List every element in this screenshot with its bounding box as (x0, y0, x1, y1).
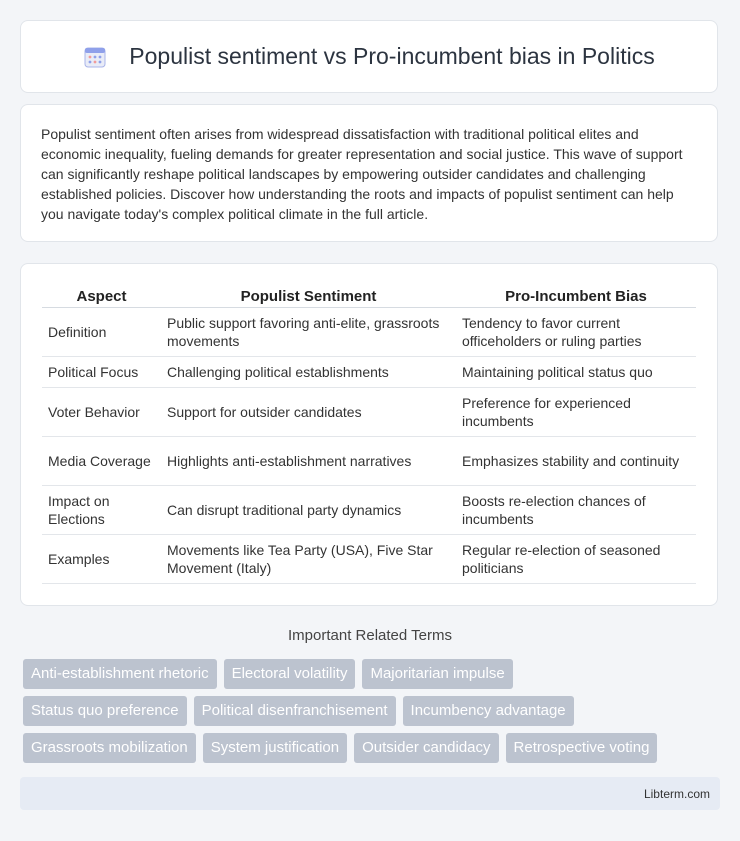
page-title: Populist sentiment vs Pro-incumbent bias in Politics (129, 43, 655, 69)
related-term-tag[interactable]: Incumbency advantage (403, 696, 574, 726)
table-cell: Definition (42, 308, 161, 357)
table-row (42, 388, 696, 437)
related-term-tag[interactable]: Retrospective voting (506, 733, 658, 763)
table-cell: Can disrupt traditional party dynamics (161, 486, 456, 535)
table-cell: Emphasizes stability and continuity (456, 437, 696, 486)
related-terms-list (23, 659, 723, 770)
table-cell: Examples (42, 535, 161, 584)
related-term-tag[interactable]: Grassroots mobilization (23, 733, 196, 763)
table-row (42, 535, 696, 584)
table-cell: Highlights anti-establishment narratives (161, 437, 456, 486)
column-header: Populist Sentiment (161, 282, 456, 308)
calendar-grid-icon (83, 45, 107, 69)
related-term-tag[interactable]: Outsider candidacy (354, 733, 498, 763)
table-cell: Impact on Elections (42, 486, 161, 535)
table-cell: Challenging political establishments (161, 357, 456, 388)
footer-site-link[interactable]: Libterm.com (643, 786, 710, 801)
table-cell: Boosts re-election chances of incumbents (456, 486, 696, 535)
related-term-tag[interactable]: System justification (203, 733, 347, 763)
column-header: Aspect (42, 282, 161, 308)
table-cell: Voter Behavior (42, 388, 161, 437)
table-cell: Support for outsider candidates (161, 388, 456, 437)
table-cell: Public support favoring anti-elite, grassroots movements (161, 308, 456, 357)
table-cell: Preference for experienced incumbents (456, 388, 696, 437)
related-terms-heading: Important Related Terms (288, 627, 452, 644)
table-header-row (42, 282, 696, 308)
related-term-tag[interactable]: Electoral volatility (224, 659, 356, 689)
related-term-tag[interactable]: Political disenfranchisement (194, 696, 396, 726)
table-cell: Media Coverage (42, 437, 161, 486)
comparison-table (42, 282, 696, 584)
table-cell: Maintaining political status quo (456, 357, 696, 388)
column-header: Pro-Incumbent Bias (456, 282, 696, 308)
intro-card (20, 104, 718, 242)
table-row (42, 486, 696, 535)
tag-row (23, 733, 723, 763)
comparison-card (20, 263, 718, 606)
footer (20, 777, 720, 810)
table-cell: Political Focus (42, 357, 161, 388)
table-cell: Regular re-election of seasoned politicians (456, 535, 696, 584)
table-cell: Movements like Tea Party (USA), Five Star Movement (Italy) (161, 535, 456, 584)
tag-row (23, 659, 723, 689)
intro-text: Populist sentiment often arises from widespread dissatisfaction with traditional political elites and economic inequality, fueling demands for greater representation and social justice. This wave of support can significantly reshape political landscapes by empowering outsider candidates and challenging established policies. Discover how understanding the roots and impacts of populist sentiment can help you navigate today's complex political climate in the full article. (41, 126, 683, 222)
table-cell: Tendency to favor current officeholders or ruling parties (456, 308, 696, 357)
related-term-tag[interactable]: Anti-establishment rhetoric (23, 659, 217, 689)
tag-row (23, 696, 723, 726)
table-row (42, 308, 696, 357)
related-term-tag[interactable]: Majoritarian impulse (362, 659, 512, 689)
related-term-tag[interactable]: Status quo preference (23, 696, 187, 726)
title-card (20, 20, 718, 93)
table-row (42, 357, 696, 388)
table-row (42, 437, 696, 486)
